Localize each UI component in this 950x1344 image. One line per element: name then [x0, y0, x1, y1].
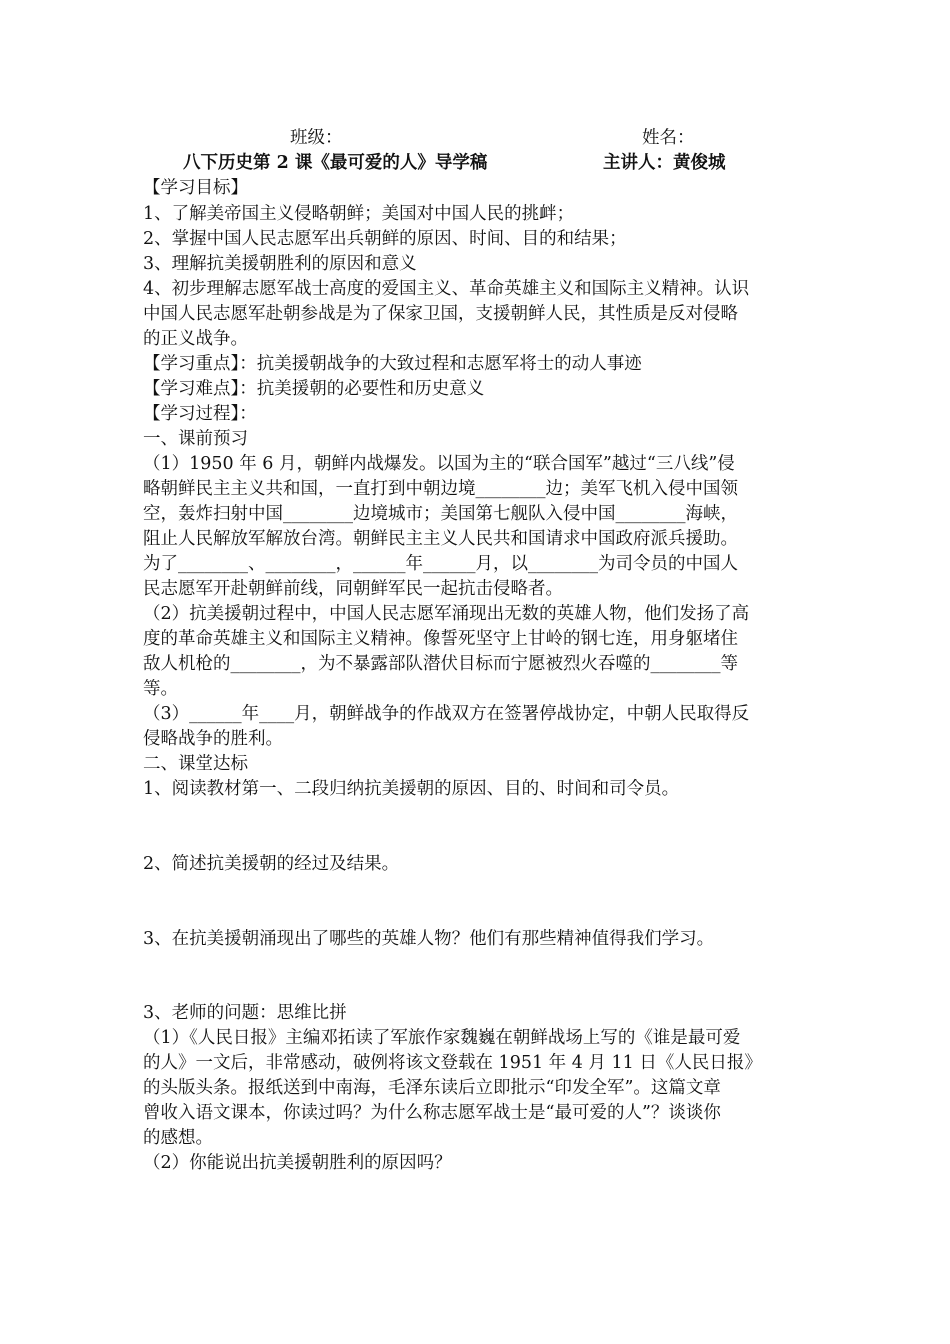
key-point: 【学习重点】：抗美援朝战争的大致过程和志愿军将士的动人事迹: [143, 354, 642, 374]
classwork-heading: 二、课堂达标: [143, 754, 248, 774]
process-heading: 【学习过程】：: [143, 404, 257, 424]
name-label: 姓名：: [642, 128, 695, 148]
preview-line: 阻止人民解放军解放台湾。朝鲜民主主义人民共和国请求中国政府派兵援助。: [143, 529, 738, 549]
goal-item: 2、掌握中国人民志愿军出兵朝鲜的原因、时间、目的和结果；: [143, 229, 627, 249]
teacher-line: （1）《人民日报》主编邓拓读了军旅作家魏巍在朝鲜战场上写的《谁是最可爱: [143, 1028, 741, 1048]
preview-line: 等。: [143, 679, 178, 699]
page-title: 八下历史第 2 课《最可爱的人》导学稿: [183, 153, 488, 173]
goal-item: 的正义战争。: [143, 329, 248, 349]
teacher-line: 曾收入语文课本，你读过吗？为什么称志愿军战士是“最可爱的人”？谈谈你: [143, 1103, 721, 1123]
preview-line: 为了________、________，______年______月，以________为司令员的中国人: [143, 554, 738, 574]
difficulty: 【学习难点】：抗美援朝的必要性和历史意义: [143, 379, 485, 399]
preview-line: （2）抗美援朝过程中，中国人民志愿军涌现出无数的英雄人物，他们发扬了高: [143, 604, 750, 624]
goals-heading: 【学习目标】: [143, 178, 248, 198]
classwork-question-3: 3、在抗美援朝涌现出了哪些的英雄人物？他们有那些精神值得我们学习。: [143, 929, 715, 949]
preview-line: 民志愿军开赴朝鲜前线，同朝鲜军民一起抗击侵略者。: [143, 579, 563, 599]
teacher-line: 的人》一文后，非常感动，破例将该文登载在 1951 年 4 月 11 日《人民日报》: [143, 1053, 762, 1073]
goal-item: 1、了解美帝国主义侵略朝鲜；美国对中国人民的挑衅；: [143, 204, 575, 224]
preview-heading: 一、课前预习: [143, 429, 248, 449]
preview-line: 略朝鲜民主主义共和国，一直打到中朝边境________边；美军飞机入侵中国领: [143, 479, 738, 499]
preview-line: （1）1950 年 6 月，朝鲜内战爆发。以国为主的“联合国军”越过“三八线”侵: [143, 454, 735, 474]
goal-item: 3、理解抗美援朝胜利的原因和意义: [143, 254, 417, 274]
teacher-line: 的头版头条。报纸送到中南海，毛泽东读后立即批示“印发全军”。这篇文章: [143, 1078, 721, 1098]
preview-line: 侵略战争的胜利。: [143, 729, 283, 749]
goal-item: 中国人民志愿军赴朝参战是为了保家卫国，支援朝鲜人民，其性质是反对侵略: [143, 304, 738, 324]
preview-line: 敌人机枪的________，为不暴露部队潜伏目标而宁愿被烈火吞噬的________等: [143, 654, 738, 674]
preview-line: （3）______年____月，朝鲜战争的作战双方在签署停战协定，中朝人民取得反: [143, 704, 750, 724]
class-label: 班级：: [290, 128, 343, 148]
teacher-heading: 3、老师的问题：思维比拼: [143, 1003, 347, 1023]
classwork-question-2: 2、简述抗美援朝的经过及结果。: [143, 854, 400, 874]
goal-item: 4、初步理解志愿军战士高度的爱国主义、革命英雄主义和国际主义精神。认识: [143, 279, 750, 299]
preview-line: 空，轰炸扫射中国________边境城市；美国第七舰队入侵中国________海峡，: [143, 504, 738, 524]
classwork-question-1: 1、阅读教材第一、二段归纳抗美援朝的原因、目的、时间和司令员。: [143, 779, 680, 799]
teacher-line: 的感想。: [143, 1128, 213, 1148]
teacher-line: （2）你能说出抗美援朝胜利的原因吗？: [143, 1153, 452, 1173]
speaker: 主讲人：黄俊城: [603, 153, 726, 173]
preview-line: 度的革命英雄主义和国际主义精神。像誓死坚守上甘岭的钢七连，用身躯堵住: [143, 629, 738, 649]
